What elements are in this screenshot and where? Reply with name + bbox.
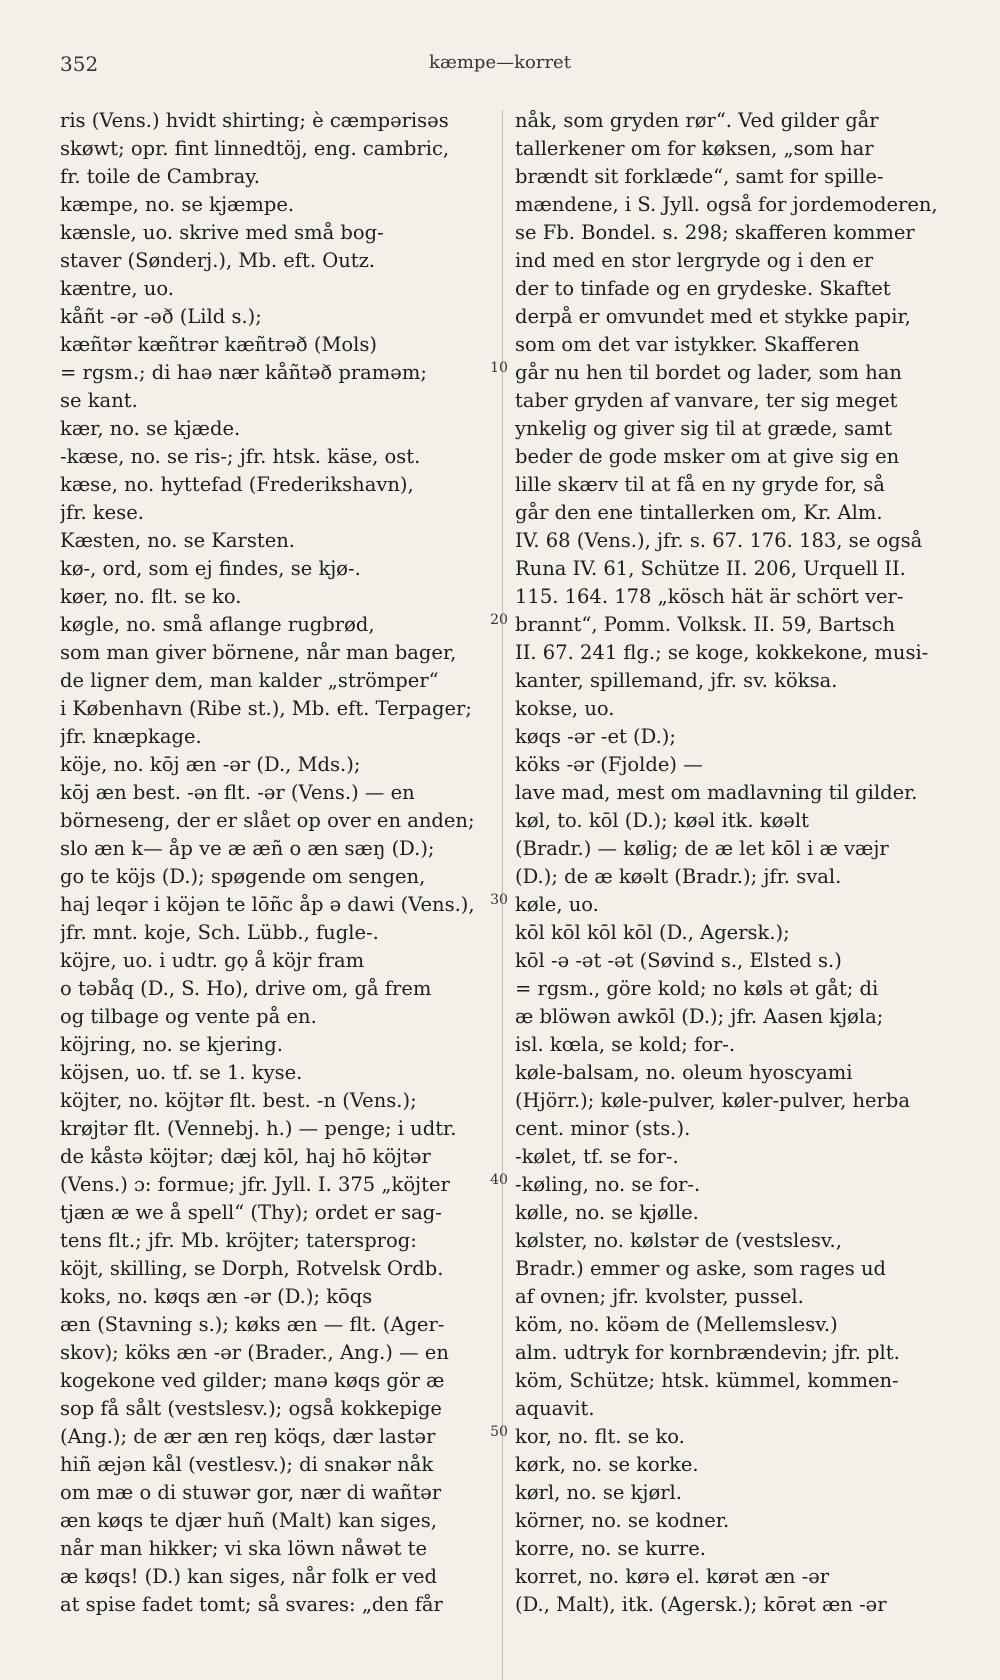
text-line: tallerkener om for køksen, „som har	[515, 137, 874, 160]
text-line: (Bradr.) — kølig; de æ let kōl i æ væjr	[515, 837, 889, 860]
text-line: IV. 68 (Vens.), jfr. s. 67. 176. 183, se også	[515, 529, 923, 552]
line-number: 50	[490, 1424, 508, 1440]
text-line: køle, uo.	[515, 893, 599, 916]
text-line: æn (Stavning s.); køks æn — flt. (Ager-	[60, 1313, 445, 1336]
text-line: kåñt -ər -əð (Lild s.);	[60, 305, 262, 328]
text-line: de kåstə köjtər; dæj kōl, haj hō köjtər	[60, 1145, 431, 1168]
text-line: lille skærv til at få en ny gryde for, så	[515, 473, 885, 496]
text-line: kørk, no. se korke.	[515, 1453, 699, 1476]
text-line: II. 67. 241 flg.; se koge, kokkekone, musi-	[515, 641, 929, 664]
text-line: hiñ æjən kål (vestlesv.); di snakər nåk	[60, 1453, 434, 1476]
text-line: börneseng, der er slået op over en anden;	[60, 809, 475, 832]
text-line: staver (Sønderj.), Mb. eft. Outz.	[60, 249, 376, 272]
text-line: köjring, no. se kjering.	[60, 1033, 283, 1056]
text-line: beder de gode msker om at give sig en	[515, 445, 900, 468]
text-line: alm. udtryk for kornbrændevin; jfr. plt.	[515, 1341, 900, 1364]
text-line: der to tinfade og en grydeske. Skaftet	[515, 277, 891, 300]
text-line: köjter, no. köjtər flt. best. -n (Vens.);	[60, 1089, 417, 1112]
text-line: kanter, spillemand, jfr. sv. köksa.	[515, 669, 838, 692]
text-line: at spise fadet tomt; så svares: „den får	[60, 1593, 443, 1616]
text-line: (Hjörr.); køle-pulver, køler-pulver, herba	[515, 1089, 910, 1112]
text-line: jfr. kese.	[60, 501, 144, 524]
text-line: derpå er omvundet med et stykke papir,	[515, 305, 911, 328]
text-line: lave mad, mest om madlavning til gilder.	[515, 781, 918, 804]
text-line: köjre, uo. i udtr. gọ å köjr fram	[60, 949, 365, 972]
text-line: som om det var istykker. Skafferen	[515, 333, 860, 356]
text-line: kølster, no. kølstər de (vestslesv.,	[515, 1229, 842, 1252]
text-line: -kæse, no. se ris-; jfr. htsk. käse, ost.	[60, 445, 421, 468]
page-number: 352	[60, 52, 99, 76]
text-line: køqs -ər -et (D.);	[515, 725, 676, 748]
text-line: køgle, no. små aflange rugbrød,	[60, 613, 375, 636]
text-line: -kølet, tf. se for-.	[515, 1145, 679, 1168]
text-line: jfr. mnt. koje, Sch. Lübb., fugle-.	[60, 921, 379, 944]
text-line: Runa IV. 61, Schütze II. 206, Urquell II.	[515, 557, 906, 580]
running-head: kæmpe—korret	[429, 52, 571, 73]
text-line: kōl -ə -ət -ət (Søvind s., Elsted s.)	[515, 949, 842, 972]
text-line: haj leqər i köjən te lōñc åp ə dawi (Vens.),	[60, 893, 475, 916]
text-line: -køling, no. se for-.	[515, 1173, 701, 1196]
text-line: isl. kœla, se kold; for-.	[515, 1033, 736, 1056]
text-line: kær, no. se kjæde.	[60, 417, 241, 440]
line-number: 20	[490, 612, 508, 628]
text-line: går den ene tintallerken om, Kr. Alm.	[515, 501, 883, 524]
text-line: sop få sålt (vestslesv.); også kokkepige	[60, 1397, 442, 1420]
text-line: køl, to. kōl (D.); køəl itk. køəlt	[515, 809, 809, 832]
text-line: 115. 164. 178 „kösch hät är schört ver-	[515, 585, 904, 608]
text-line: se kant.	[60, 389, 138, 412]
text-line: nåk, som gryden rør“. Ved gilder går	[515, 109, 879, 132]
text-line: o təbåq (D., S. Ho), drive om, gå frem	[60, 977, 432, 1000]
text-line: kogekone ved gilder; manə køqs gör æ	[60, 1369, 445, 1392]
text-line: kæntre, uo.	[60, 277, 174, 300]
text-line: af ovnen; jfr. kvolster, pussel.	[515, 1285, 804, 1308]
text-line: tens flt.; jfr. Mb. kröjter; tatersprog:	[60, 1229, 417, 1252]
text-line: köm, Schütze; htsk. kümmel, kommen-	[515, 1369, 899, 1392]
text-line: krøjtər flt. (Vennebj. h.) — penge; i udtr.	[60, 1117, 457, 1140]
text-line: aquavit.	[515, 1397, 595, 1420]
text-line: brændt sit forklæde“, samt for spille-	[515, 165, 884, 188]
text-line: se Fb. Bondel. s. 298; skafferen kommer	[515, 221, 915, 244]
text-line: cent. minor (sts.).	[515, 1117, 691, 1140]
text-line: mændene, i S. Jyll. også for jordemoderen,	[515, 193, 938, 216]
text-line: korre, no. se kurre.	[515, 1537, 706, 1560]
text-line: køer, no. flt. se ko.	[60, 585, 242, 608]
text-line: jfr. knæpkage.	[60, 725, 202, 748]
text-line: köje, no. kōj æn -ər (D., Mds.);	[60, 753, 361, 776]
text-line: = rgsm.; di haə nær kåñtəð praməm;	[60, 361, 427, 384]
text-line: köjsen, uo. tf. se 1. kyse.	[60, 1061, 303, 1084]
text-line: tjæn æ we å spell“ (Thy); ordet er sag-	[60, 1201, 442, 1224]
text-line: kōj æn best. -ən flt. -ər (Vens.) — en	[60, 781, 415, 804]
text-line: i København (Ribe st.), Mb. eft. Terpager;	[60, 697, 472, 720]
text-line: (D.); de æ køəlt (Bradr.); jfr. sval.	[515, 865, 842, 888]
text-line: køle-balsam, no. oleum hyoscyami	[515, 1061, 853, 1084]
text-line: = rgsm., göre kold; no køls ət gåt; di	[515, 977, 879, 1000]
text-line: ris (Vens.) hvidt shirting; è cæmpərisəs	[60, 109, 449, 132]
text-line: går nu hen til bordet og lader, som han	[515, 361, 902, 384]
text-line: Bradr.) emmer og aske, som rages ud	[515, 1257, 886, 1280]
text-line: kølle, no. se kjølle.	[515, 1201, 699, 1224]
text-line: köjt, skilling, se Dorph, Rotvelsk Ordb.	[60, 1257, 444, 1280]
text-line: köks -ər (Fjolde) —	[515, 753, 703, 776]
text-line: (D., Malt), itk. (Agersk.); kōrət æn -ər	[515, 1593, 887, 1616]
text-line: taber gryden af vanvare, ter sig meget	[515, 389, 898, 412]
text-line: æ køqs! (D.) kan siges, når folk er ved	[60, 1565, 438, 1588]
text-line: slo æn k— åp ve æ æñ o æn sæŋ (D.);	[60, 837, 435, 860]
text-line: når man hikker; vi ska löwn nåwət te	[60, 1537, 427, 1560]
text-line: og tilbage og vente på en.	[60, 1005, 317, 1028]
text-line: go te köjs (D.); spøgende om sengen,	[60, 865, 426, 888]
text-line: kørl, no. se kjørl.	[515, 1481, 682, 1504]
text-line: kø-, ord, som ej findes, se kjø-.	[60, 557, 361, 580]
text-line: brannt“, Pomm. Volksk. II. 59, Bartsch	[515, 613, 896, 636]
text-line: som man giver börnene, når man bager,	[60, 641, 457, 664]
text-line: koks, no. køqs æn -ər (D.); kōqs	[60, 1285, 373, 1308]
text-line: æ blöwən awkōl (D.); jfr. Aasen kjøla;	[515, 1005, 884, 1028]
text-line: Kæsten, no. se Karsten.	[60, 529, 295, 552]
text-line: körner, no. se kodner.	[515, 1509, 730, 1532]
text-line: de ligner dem, man kalder „strömper“	[60, 669, 439, 692]
text-line: (Ang.); de ær æn reŋ köqs, dær lastər	[60, 1425, 436, 1448]
text-line: fr. toile de Cambray.	[60, 165, 260, 188]
text-line: kænsle, uo. skrive med små bog-	[60, 221, 384, 244]
text-line: kor, no. flt. se ko.	[515, 1425, 685, 1448]
text-line: om mæ o di stuwər gor, nær di wañtər	[60, 1481, 442, 1504]
line-number: 10	[490, 360, 508, 376]
text-line: ynkelig og giver sig til at græde, samt	[515, 417, 892, 440]
line-number: 30	[490, 892, 508, 908]
text-line: æn køqs te djær huñ (Malt) kan siges,	[60, 1509, 437, 1532]
text-line: (Vens.) ɔ: formue; jfr. Jyll. I. 375 „köjter	[60, 1173, 450, 1196]
text-line: skov); köks æn -ər (Brader., Ang.) — en	[60, 1341, 449, 1364]
text-line: skøwt; opr. fint linnedtöj, eng. cambric,	[60, 137, 450, 160]
text-line: kæñtər kæñtrər kæñtrəð (Mols)	[60, 333, 378, 356]
text-line: kæse, no. hyttefad (Frederikshavn),	[60, 473, 414, 496]
text-line: kæmpe, no. se kjæmpe.	[60, 193, 295, 216]
text-line: ind med en stor lergryde og i den er	[515, 249, 874, 272]
text-line: kokse, uo.	[515, 697, 615, 720]
text-line: köm, no. köəm de (Mellemslesv.)	[515, 1313, 838, 1336]
text-line: kōl kōl kōl kōl (D., Agersk.);	[515, 921, 790, 944]
right-column	[515, 107, 960, 1619]
left-column	[60, 107, 505, 1619]
text-line: korret, no. kørə el. kørət æn -ər	[515, 1565, 830, 1588]
line-number: 40	[490, 1172, 508, 1188]
page-header	[60, 52, 940, 82]
